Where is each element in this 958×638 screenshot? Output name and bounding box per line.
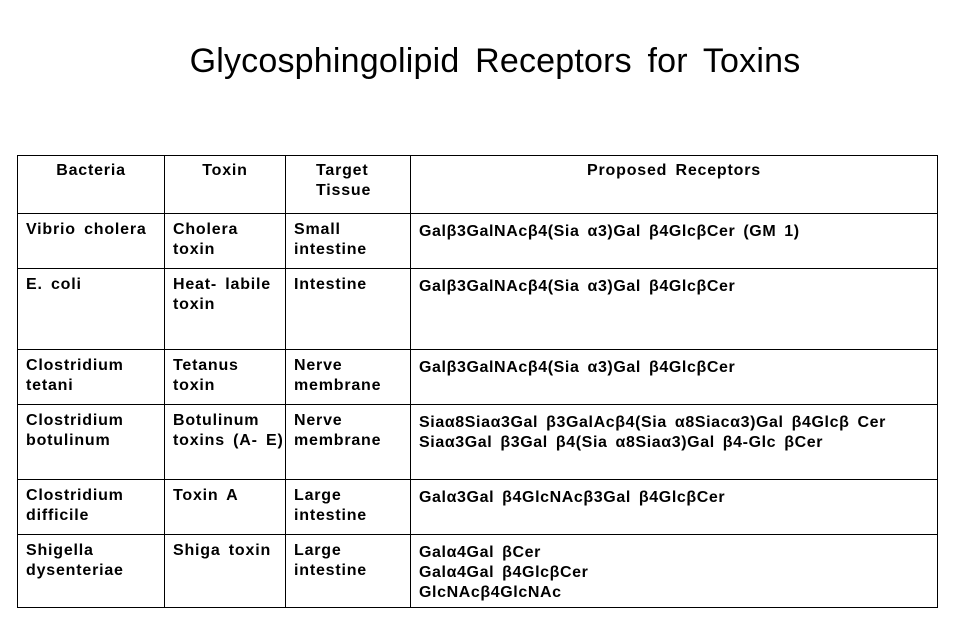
- receptor-line: Galα4Gal βCer: [419, 544, 542, 561]
- table-row: [18, 214, 938, 269]
- table-header-row: [18, 156, 938, 214]
- cell-bacteria: E. coli: [18, 269, 165, 350]
- receptor-line: Galα4Gal β4GlcβCer: [419, 564, 589, 581]
- header-proposed-receptors: Proposed Receptors: [411, 156, 938, 214]
- cell-toxin: Toxin A: [165, 480, 286, 535]
- cell-receptors: [411, 269, 938, 350]
- cell-target-tissue: Nerve membrane: [286, 405, 411, 480]
- table-row: [18, 405, 938, 480]
- receptor-line: Siaα3Gal β3Gal β4(Sia α8Siaα3)Gal β4-Glc βCer: [419, 434, 824, 451]
- cell-receptors: [411, 350, 938, 405]
- table-row: [18, 350, 938, 405]
- receptor-line: Galα3Gal β4GlcNAcβ3Gal β4GlcβCer: [419, 489, 726, 506]
- table-row: [18, 269, 938, 350]
- table-row: [18, 535, 938, 608]
- receptor-table: [17, 155, 938, 608]
- header-toxin: Toxin: [165, 156, 286, 214]
- cell-toxin: Tetanus toxin: [165, 350, 286, 405]
- receptor-line: Siaα8Siaα3Gal β3GalAcβ4(Sia α8Siacα3)Gal β4Glcβ Cer: [419, 414, 886, 431]
- cell-target-tissue: Intestine: [286, 269, 411, 350]
- cell-bacteria: Clostridium difficile: [18, 480, 165, 535]
- cell-target-tissue: Small intestine: [286, 214, 411, 269]
- cell-bacteria: Clostridium botulinum: [18, 405, 165, 480]
- receptor-line: Galβ3GalNAcβ4(Sia α3)Gal β4GlcβCer (GM 1): [419, 223, 800, 240]
- cell-toxin: Cholera toxin: [165, 214, 286, 269]
- cell-bacteria: Clostridium tetani: [18, 350, 165, 405]
- cell-target-tissue: Large intestine: [286, 480, 411, 535]
- receptor-line: Galβ3GalNAcβ4(Sia α3)Gal β4GlcβCer: [419, 359, 736, 376]
- cell-target-tissue: Nerve membrane: [286, 350, 411, 405]
- cell-toxin: Botulinum toxins (A- E): [165, 405, 286, 480]
- cell-receptors: [411, 535, 938, 608]
- cell-toxin: Heat- labile toxin: [165, 269, 286, 350]
- cell-bacteria: Shigella dysenteriae: [18, 535, 165, 608]
- cell-receptors: [411, 214, 938, 269]
- cell-receptors: [411, 480, 938, 535]
- header-target-tissue: Target Tissue: [286, 156, 411, 214]
- cell-target-tissue: Large intestine: [286, 535, 411, 608]
- cell-receptors: [411, 405, 938, 480]
- receptor-line: Galβ3GalNAcβ4(Sia α3)Gal β4GlcβCer: [419, 278, 736, 295]
- header-bacteria: Bacteria: [18, 156, 165, 214]
- cell-bacteria: Vibrio cholera: [18, 214, 165, 269]
- table-row: [18, 480, 938, 535]
- cell-toxin: Shiga toxin: [165, 535, 286, 608]
- receptor-line: GlcNAcβ4GlcNAc: [419, 584, 562, 601]
- slide-title: Glycosphingolipid Receptors for Toxins: [189, 42, 801, 80]
